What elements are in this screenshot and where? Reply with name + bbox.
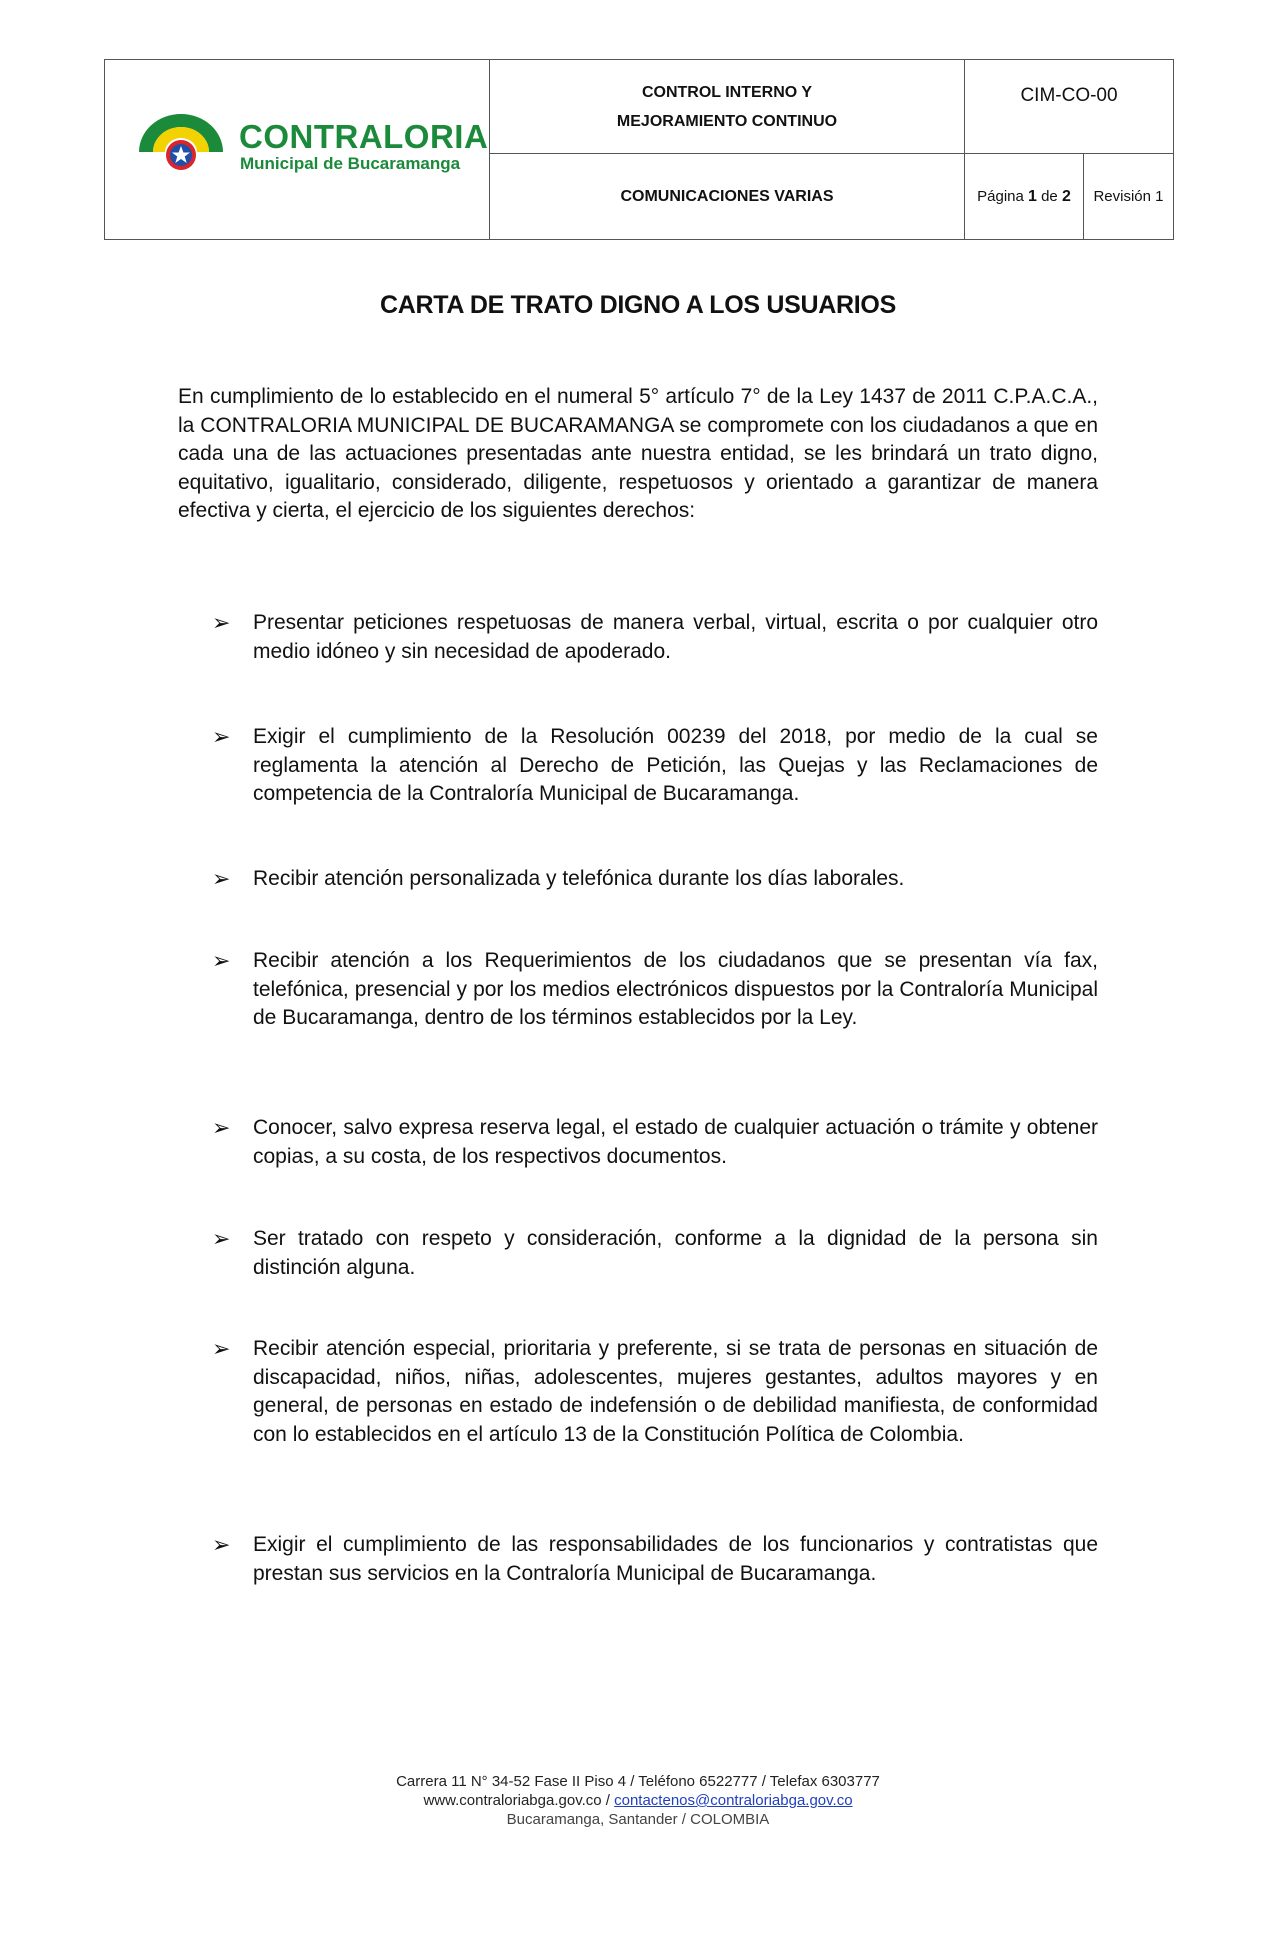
document-header [104,59,1174,240]
arrow-bullet-icon: ➢ [212,610,231,635]
list-item-text: Exigir el cumplimiento de la Resolución 00239 del 2018, por medio de la cual se reglamenta la atención al Derecho de Petición, las Quejas y las Reclamaciones de competencia de la Contraloría Municipal de Bucaramanga. [253,725,1098,805]
page-current: 1 [1028,187,1037,205]
footer-address: Carrera 11 N° 34-52 Fase II Piso 4 / Teléfono 6522777 / Telefax 6303777 [396,1773,880,1790]
footer-website[interactable]: www.contraloriabga.gov.co [423,1792,602,1809]
footer-email-link[interactable]: contactenos@contraloriabga.gov.co [614,1792,853,1809]
list-item-text: Ser tratado con respeto y consideración, conforme a la dignidad de la persona sin distinción alguna. [253,1227,1098,1279]
list-item-text: Presentar peticiones respetuosas de manera verbal, virtual, escrita o por cualquier otro medio idóneo y sin necesidad de apoderado. [253,611,1098,663]
page-total: 2 [1061,187,1071,205]
arrow-bullet-icon: ➢ [212,948,231,973]
logo-cell [105,60,490,240]
doc-code: CIM-CO-00 [965,60,1174,154]
revision: Revisión 1 [1084,154,1174,240]
page-of: de [1041,187,1058,205]
page-title: CARTA DE TRATO DIGNO A LOS USUARIOS [380,291,896,319]
footer-city: Bucaramanga, Santander / COLOMBIA [506,1811,770,1828]
department-line-2: MEJORAMIENTO CONTINUO [616,112,838,130]
contraloria-emblem-icon [135,112,227,180]
organization-name: CONTRALORIA [239,118,489,155]
arrow-bullet-icon: ➢ [212,1115,231,1140]
arrow-bullet-icon: ➢ [212,1226,231,1251]
doc-type: COMUNICACIONES VARIAS [490,154,965,240]
list-item-text: Recibir atención a los Requerimientos de los ciudadanos que se presentan vía fax, telefónica, presencial y por los medios electrónicos dispuestos por la Contraloría Municipal de Bucaramanga, dentro de los términos establecidos por la Ley. [253,949,1098,1029]
list-item-text: Recibir atención personalizada y telefónica durante los días laborales. [253,867,905,890]
list-item-text: Conocer, salvo expresa reserva legal, el estado de cualquier actuación o trámite y obtener copias, a su costa, de los respectivos documentos. [253,1116,1098,1168]
arrow-bullet-icon: ➢ [212,1336,231,1361]
footer-contact [0,1791,1276,1810]
arrow-bullet-icon: ➢ [212,1532,231,1557]
department-line-1: CONTROL INTERNO Y [641,83,813,101]
page-number [965,154,1084,240]
intro-paragraph: En cumplimiento de lo establecido en el numeral 5° artículo 7° de la Ley 1437 de 2011 C.P.A.C.A., la CONTRALORIA MUNICIPAL DE BUCARAMANGA se compromete con los ciudadanos a que en cada una de las actuaciones presentadas ante nuestra entidad, se les brindará un trato digno, equitativo, igualitario, considerado, diligente, respetuosos y orientado a garantizar de manera efectiva y cierta, el ejercicio de los siguientes derechos: [178,385,1098,522]
department-cell [490,60,965,154]
arrow-bullet-icon: ➢ [212,724,231,749]
page-footer [0,1772,1276,1829]
list-item-text: Exigir el cumplimiento de las responsabilidades de los funcionarios y contratistas que prestan sus servicios en la Contraloría Municipal de Bucaramanga. [253,1533,1098,1585]
page-label: Página [977,187,1024,205]
organization-logo [135,112,489,182]
footer-separator: / [601,1792,615,1809]
arrow-bullet-icon: ➢ [212,866,231,891]
organization-subtitle: Municipal de Bucaramanga [240,154,461,173]
list-item-text: Recibir atención especial, prioritaria y preferente, si se trata de personas en situación de discapacidad, niños, niñas, adolescentes, mujeres gestantes, adultos mayores y en general, de personas en estado de indefensión o de debilidad manifiesta, de conformidad con lo establecidos en el artículo 13 de la Constitución Política de Colombia. [253,1337,1098,1446]
